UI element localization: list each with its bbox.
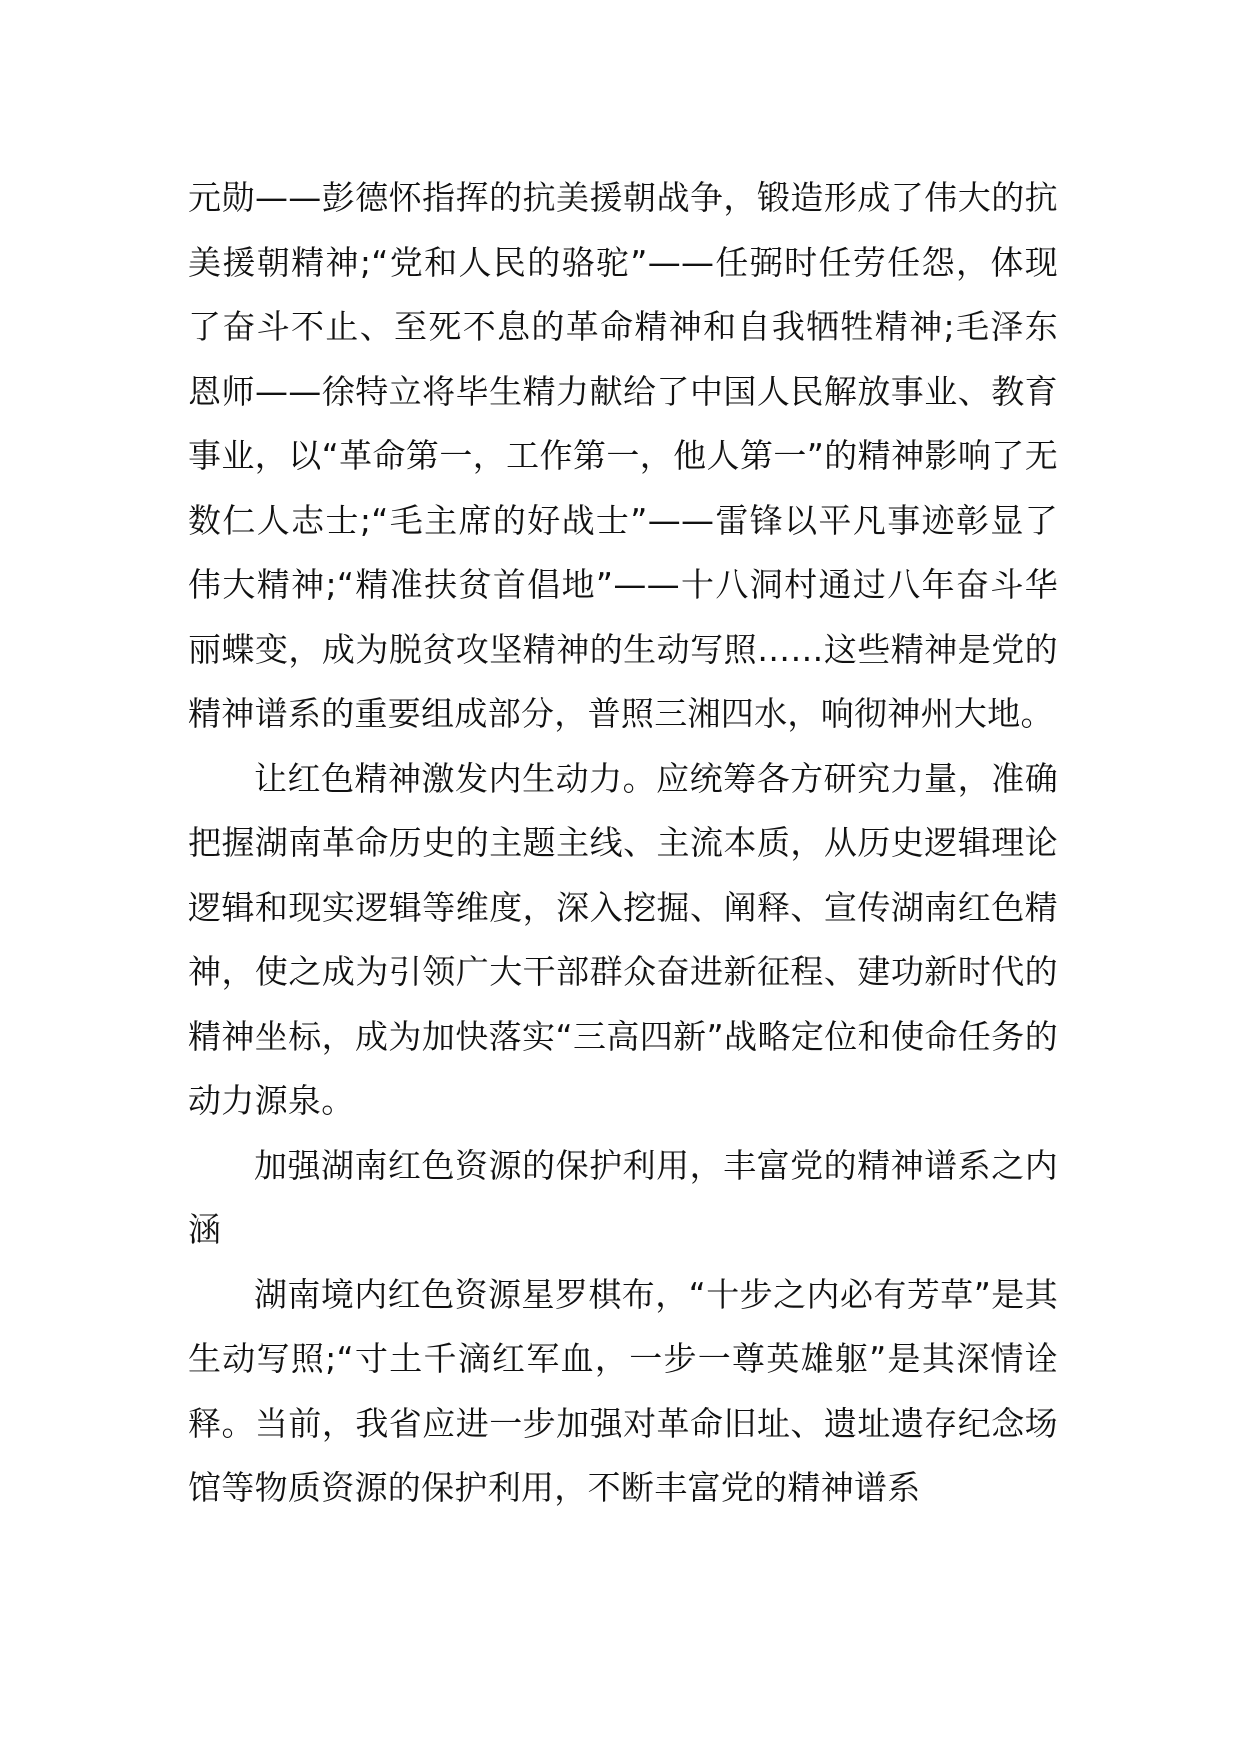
body-paragraph-3: 湖南境内红色资源星罗棋布，“十步之内必有芳草”是其生动写照;“寸土千滴红军血，一步一尊英雄躯”是其深情诠释。当前，我省应进一步加强对革命旧址、遗址遗存纪念场馆等物质资源的保护利用，不断丰富党的精神谱系 [188,1274,1058,1507]
section-heading: 加强湖南红色资源的保护利用，丰富党的精神谱系之内涵 [188,1145,1058,1249]
body-paragraph-2: 让红色精神激发内生动力。应统筹各方研究力量，准确把握湖南革命历史的主题主线、主流本质，从历史逻辑理论逻辑和现实逻辑等维度，深入挖掘、阐释、宣传湖南红色精神，使之成为引领广大干部群众奋进新征程、建功新时代的精神坐标，成为加快落实“三高四新”战略定位和使命任务的动力源泉。 [188,758,1058,1120]
document-page [188,166,1058,1521]
body-paragraph-1: 元勋——彭德怀指挥的抗美援朝战争，锻造形成了伟大的抗美援朝精神;“党和人民的骆驼”——任弼时任劳任怨，体现了奋斗不止、至死不息的革命精神和自我牺牲精神;毛泽东恩师——徐特立将毕生精力献给了中国人民解放事业、教育事业，以“革命第一，工作第一，他人第一”的精神影响了无数仁人志士;“毛主席的好战士”——雷锋以平凡事迹彰显了伟大精神;“精准扶贫首倡地”——十八洞村通过八年奋斗华丽蝶变，成为脱贫攻坚精神的生动写照……这些精神是党的精神谱系的重要组成部分，普照三湘四水，响彻神州大地。 [188,178,1058,733]
